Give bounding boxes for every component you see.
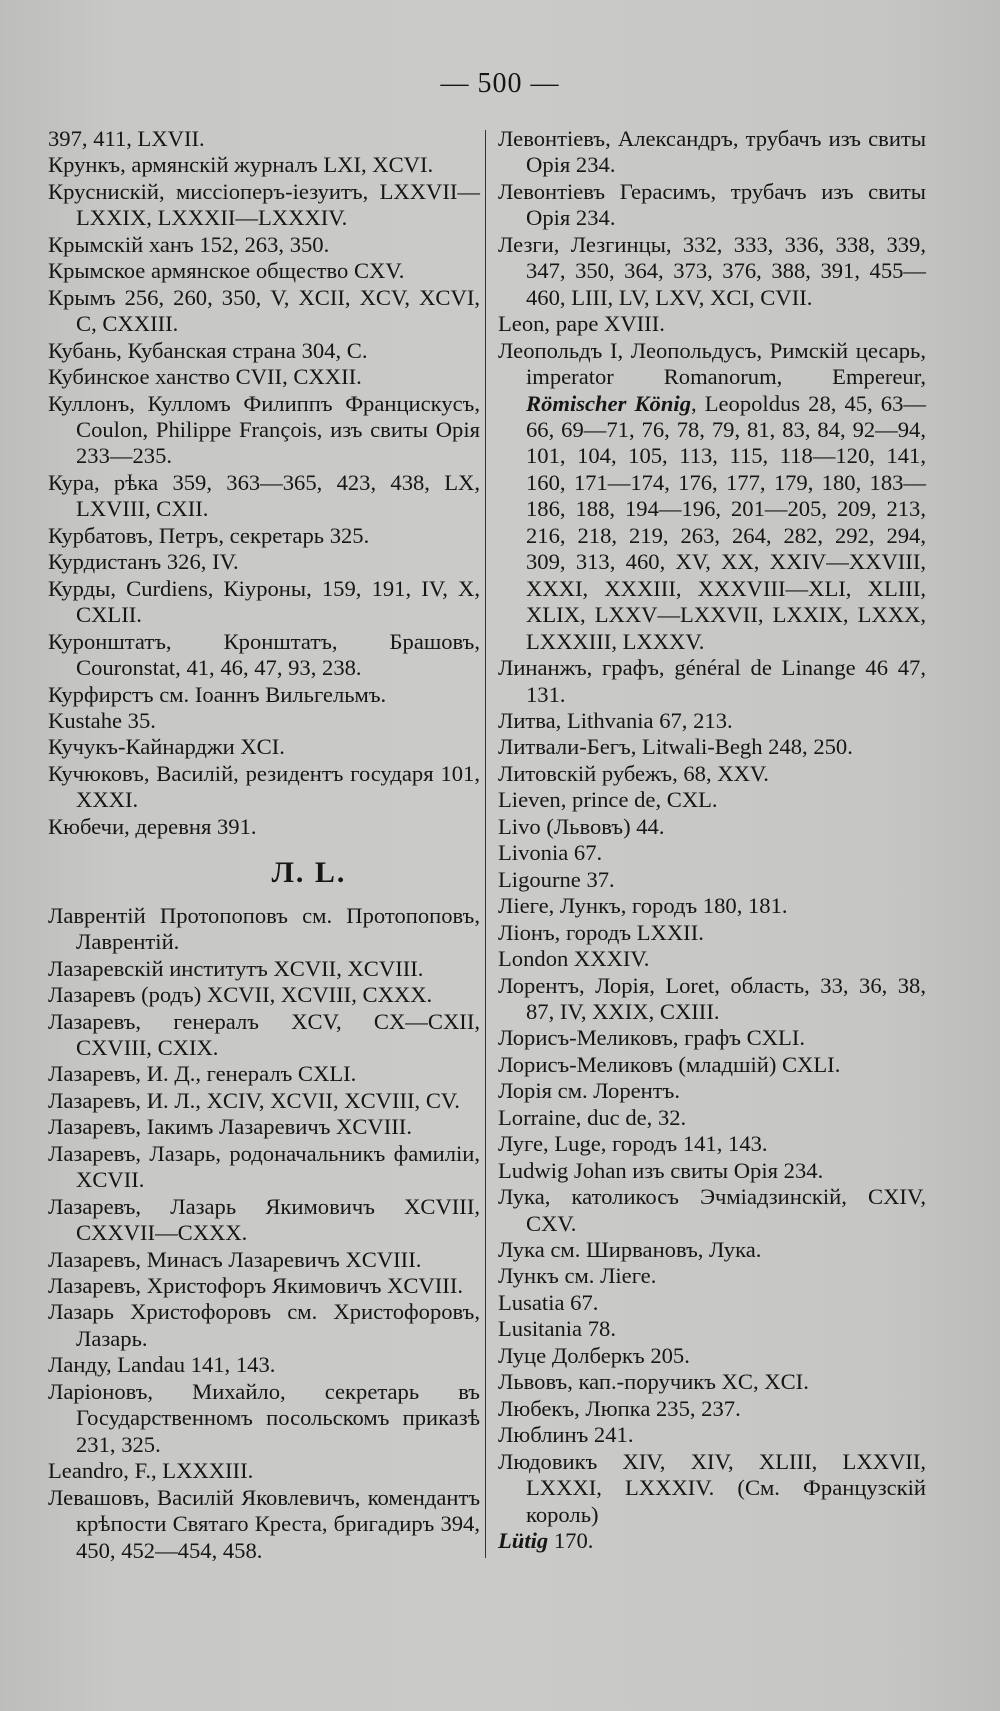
index-entry: Лазаревъ, Іакимъ Лазаревичъ XCVIII. bbox=[48, 1114, 412, 1140]
index-entry: Крымъ 256, 260, 350, V, XCII, XCV, XCVI, C, CXXIII. bbox=[48, 284, 480, 337]
index-entry: Кучюковъ, Василій, резидентъ государя 101, XXXI. bbox=[48, 760, 480, 813]
index-entry: Ludwig Johan изъ свиты Орія 234. bbox=[498, 1157, 824, 1183]
index-entry: Лука, католикосъ Эчміадзинскій, CXIV, CXV. bbox=[498, 1184, 926, 1236]
index-entry: Лазаревъ, И. Л., XCIV, XCVII, XCVIII, CV. bbox=[48, 1087, 460, 1113]
section-heading-l: Л. L. bbox=[271, 856, 347, 890]
index-entry: Lieven, prince de, CXL. bbox=[498, 787, 718, 813]
index-entry: Лазаревъ, Лазарь Якимовичъ XCVIII, CXXVII—CXXX. bbox=[48, 1193, 480, 1246]
index-entry: Круснискій, миссіоперъ-іезуитъ, LXXVII—LXXIX, LXXXII—LXXXIV. bbox=[48, 178, 480, 231]
index-entry: Лазарь Христофоровъ см. Христофоровъ, Лазарь. bbox=[48, 1299, 480, 1351]
index-entry: London XXXIV. bbox=[498, 946, 650, 972]
index-entry: Люблинъ 241. bbox=[498, 1422, 634, 1448]
index-entry: Кюбечи, деревня 391. bbox=[48, 813, 257, 839]
leopold-text-2: , Leopoldus 28, 45, 63—66, 69—71, 76, 78, 79, 81, 83, 84, 92—94, 101, 104, 105, 113, 115, 118—120, 141, 160, 171—174, 176, 177, 179, 180, 183—186, 188, 194—196, 201—205, 209, 213, 216, 218, 219, 263, 264, 282, 292, 294, 309, 313, 460, XV, XX, XXIV—XXVIII, XXXI, XXXIII, XXXVIII—XLI, XLIII, XLIX, LXXV—LXXVII, LXXIX, LXXX, LXXXIII, LXXXV. bbox=[526, 390, 926, 654]
index-entry: Луце Долберкъ 205. bbox=[498, 1342, 690, 1368]
index-entry: Лазаревъ (родъ) XCVII, XCVIII, CXXX. bbox=[48, 982, 433, 1008]
page-number: — 500 — bbox=[440, 68, 560, 99]
index-entry: Лазаревъ, Минасъ Лазаревичъ XCVIII. bbox=[48, 1246, 422, 1272]
index-entry: Lusitania 78. bbox=[498, 1316, 616, 1342]
column-divider bbox=[485, 130, 486, 1558]
index-entry: Любекъ, Люпка 235, 237. bbox=[498, 1395, 741, 1421]
index-entry: Курдистанъ 326, IV. bbox=[48, 549, 239, 575]
entry-list-right-mid bbox=[498, 655, 926, 1528]
entry-list-right-top bbox=[498, 126, 926, 338]
index-entry: Ларіоновъ, Михайло, секретарь въ Государственномъ посольскомъ приказѣ 231, 325. bbox=[48, 1378, 480, 1457]
index-entry: Lorraine, duc de, 32. bbox=[498, 1104, 687, 1130]
index-entry: Людовикъ XIV, XIV, XLIII, LXXVII, LXXXI, LXXXIV. (См. Французскій король) bbox=[498, 1448, 926, 1527]
index-entry: Луге, Luge, городъ 141, 143. bbox=[498, 1131, 768, 1157]
index-entry: Лорентъ, Лорія, Loret, область, 33, 36, 38, 87, IV, XXIX, CXIII. bbox=[498, 972, 926, 1024]
index-entry: Кубань, Кубанская страна 304, C. bbox=[48, 337, 368, 363]
index-entry: Ліеге, Лункъ, городъ 180, 181. bbox=[498, 893, 788, 919]
leopold-gothic-text: Römischer König bbox=[526, 390, 691, 416]
index-entry: Левашовъ, Василій Яковлевичъ, комендантъ крѣпости Святаго Креста, бригадиръ 394, 450, 452—454, 458. bbox=[48, 1484, 480, 1563]
index-entry-lutig bbox=[498, 1528, 926, 1554]
index-entry: Куллонъ, Кулломъ Филиппъ Францискусъ, Coulon, Philippe François, изъ свиты Орія 233—235. bbox=[48, 390, 480, 469]
index-entry: Кучукъ-Кайнарджи XCI. bbox=[48, 734, 285, 760]
index-entry: Левонтіевъ Герасимъ, трубачъ изъ свиты Орія 234. bbox=[498, 178, 926, 231]
index-entry: Лазаревъ, генералъ XCV, CX—CXII, CXVIII, CXIX. bbox=[48, 1008, 480, 1060]
index-entry: Литва, Lithvania 67, 213. bbox=[498, 707, 733, 733]
index-entry: Курды, Curdiens, Кіуроны, 159, 191, IV, X, CXLII. bbox=[48, 575, 480, 628]
index-entry: Лезги, Лезгинцы, 332, 333, 336, 338, 339, 347, 350, 364, 373, 376, 388, 391, 455—460, LIII, LV, LXV, XCI, CVII. bbox=[498, 231, 926, 310]
index-entry: Лазаревъ, Христофоръ Якимовичъ XCVIII. bbox=[48, 1273, 463, 1299]
index-entry: Лазаревскій институтъ XCVII, XCVIII. bbox=[48, 955, 424, 981]
index-entry: Leon, pape XVIII. bbox=[498, 311, 665, 337]
index-entry: Leandro, F., LXXXIII. bbox=[48, 1458, 254, 1484]
index-entry: Livo (Львовъ) 44. bbox=[498, 813, 665, 839]
index-entry: Lusatia 67. bbox=[498, 1289, 599, 1315]
index-entry: Livonia 67. bbox=[498, 840, 603, 866]
index-entry: Куронштатъ, Кронштатъ, Брашовъ, Couronstat, 41, 46, 47, 93, 238. bbox=[48, 628, 480, 681]
lutig-gothic-text: Lütig bbox=[498, 1528, 549, 1554]
index-entry: Крымскій ханъ 152, 263, 350. bbox=[48, 231, 330, 257]
index-entry: Лаврентій Протопоповъ см. Протопоповъ, Лаврентій. bbox=[48, 902, 480, 955]
index-entry: Курбатовъ, Петръ, секретарь 325. bbox=[48, 522, 370, 548]
index-entry: Литвали-Бегъ, Litwali-Begh 248, 250. bbox=[498, 734, 853, 760]
index-entry: Левонтіевъ, Александръ, трубачъ изъ свиты Орія 234. bbox=[498, 126, 926, 178]
index-entry: Лорисъ-Меликовъ, графъ CXLI. bbox=[498, 1025, 806, 1051]
leopold-text-1: Леопольдъ I, Леопольдусъ, Римскій цесарь, imperator Romanorum, Empereur, bbox=[498, 337, 926, 390]
entry-list-l bbox=[48, 903, 480, 1564]
index-entry: Kustahe 35. bbox=[48, 707, 156, 733]
index-entry: Лорисъ-Меликовъ (младшій) CXLI. bbox=[498, 1051, 841, 1077]
index-entry: Кура, рѣка 359, 363—365, 423, 438, LX, LXVIII, CXII. bbox=[48, 469, 480, 522]
right-column bbox=[498, 126, 926, 1554]
index-entry-leopold bbox=[498, 338, 926, 655]
index-entry: Лазаревъ, И. Д., генералъ CXLI. bbox=[48, 1061, 357, 1087]
index-entry: Крункъ, армянскій журналъ LXI, XCVI. bbox=[48, 152, 434, 178]
index-entry: Львовъ, кап.-поручикъ XC, XCI. bbox=[498, 1369, 809, 1395]
entry-list-k bbox=[48, 126, 480, 840]
left-column bbox=[48, 126, 480, 1564]
index-entry: Кубинское ханство CVII, CXXII. bbox=[48, 364, 362, 390]
index-entry: Линанжъ, графъ, général de Linange 46 47, 131. bbox=[498, 655, 926, 707]
index-entry: Ligourne 37. bbox=[498, 866, 615, 892]
index-entry: Ліонъ, городъ LXXII. bbox=[498, 919, 704, 945]
lutig-text: 170. bbox=[548, 1528, 594, 1554]
index-entry: Литовскій рубежъ, 68, XXV. bbox=[498, 760, 769, 786]
index-entry: Курфирстъ см. Іоаннъ Вильгельмъ. bbox=[48, 681, 387, 707]
index-entry: Лазаревъ, Лазарь, родоначальникъ фамиліи, XCVII. bbox=[48, 1140, 480, 1193]
index-entry: 397, 411, LXVII. bbox=[48, 126, 205, 151]
index-entry: Лункъ см. Ліеге. bbox=[498, 1263, 657, 1289]
index-entry: Лука см. Ширвановъ, Лука. bbox=[498, 1237, 762, 1263]
index-entry: Крымское армянское общество CXV. bbox=[48, 258, 405, 284]
index-entry: Ланду, Landau 141, 143. bbox=[48, 1352, 276, 1378]
index-entry: Лорія см. Лорентъ. bbox=[498, 1078, 680, 1104]
